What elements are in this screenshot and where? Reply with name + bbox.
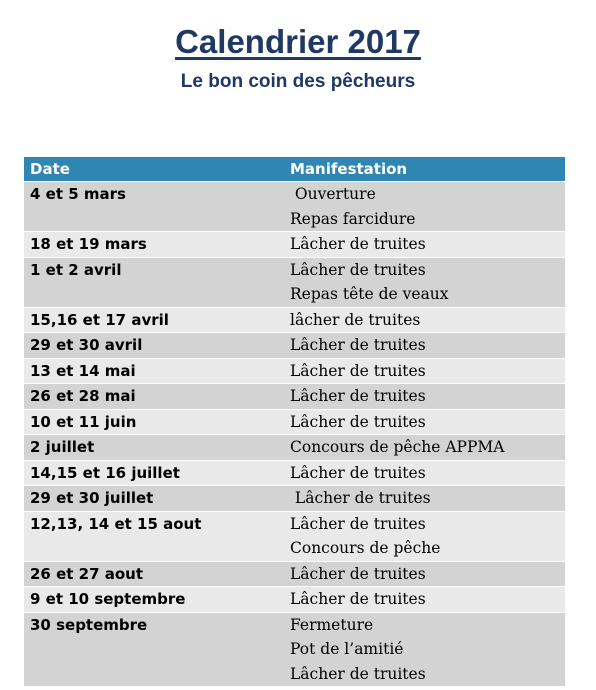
calendar-body [24,182,565,687]
title-text: Calendrier 2017 [175,23,421,60]
manifestation-cell [285,587,565,613]
date-text: 29 et 30 avril [30,336,143,354]
manifestation-cell [285,232,565,258]
manifestation-cell [285,460,565,486]
date-text: 10 et 11 juin [30,412,137,431]
manifestation-text: Pot de l’amitié [290,640,404,658]
date-text: 18 et 19 mars [30,235,147,253]
manifestation-cell [285,435,565,461]
table-row [24,435,565,461]
date-text: 29 et 30 juillet [30,489,154,507]
manifestation-text: Lâcher de truites [290,664,426,683]
page-subtitle: Le bon coin des pêcheurs [180,71,416,92]
table-row [24,232,565,258]
table-row [24,182,565,232]
table-row [24,257,565,307]
table-row [24,612,565,686]
manifestation-cell [285,561,565,587]
manifestation-cell [285,384,565,410]
date-cell [24,486,285,512]
manifestation-text: Lâcher de truites [290,514,426,533]
manifestation-text: Lâcher de truites [290,564,426,583]
manifestation-text: Lâcher de truites [290,387,426,405]
date-cell [24,232,285,258]
date-text: 26 et 28 mai [30,387,136,405]
manifestation-text: Repas farcidure [290,209,416,228]
table-row [24,460,565,486]
column-header-manifestation: Manifestation [285,157,565,182]
date-text: 12,13, 14 et 15 aout [30,514,202,533]
manifestation-text: Lâcher de truites [290,463,426,482]
manifestation-cell [285,257,565,307]
manifestation-cell [285,307,565,333]
manifestation-cell [285,486,565,512]
date-text: 4 et 5 mars [30,185,126,203]
manifestation-text: Concours de pêche APPMA [290,438,505,456]
table-row [24,384,565,410]
date-cell [24,182,285,232]
date-cell [24,561,285,587]
manifestation-cell [285,333,565,359]
table-row [24,333,565,359]
date-cell [24,257,285,307]
table-row [24,511,565,561]
manifestation-text: Lâcher de truites [290,489,431,507]
manifestation-text: Lâcher de truites [290,336,426,354]
manifestation-text: Repas tête de veaux [290,285,449,303]
date-cell [24,333,285,359]
date-text: 1 et 2 avril [30,260,122,279]
manifestation-cell [285,358,565,384]
date-cell [24,460,285,486]
table-row [24,587,565,613]
manifestation-cell [285,511,565,561]
date-cell [24,612,285,686]
manifestation-text: Concours de pêche [290,539,441,557]
table-row [24,307,565,333]
manifestation-cell [285,182,565,232]
date-cell [24,587,285,613]
manifestation-text: Lâcher de truites [290,260,426,279]
column-header-date: Date [24,157,285,182]
date-cell [24,435,285,461]
manifestation-text: Fermeture [290,615,374,634]
manifestation-cell [285,409,565,435]
page-title [0,22,596,62]
calendar-table [24,157,565,686]
date-text: 30 septembre [30,615,148,634]
date-cell [24,384,285,410]
manifestation-text: Lâcher de truites [290,590,426,608]
table-header-row [24,157,565,182]
date-cell [24,409,285,435]
date-text: 9 et 10 septembre [30,590,186,608]
date-cell [24,307,285,333]
date-text: 13 et 14 mai [30,361,136,380]
manifestation-text: Lâcher de truites [290,361,426,380]
table-row [24,358,565,384]
table-row [24,561,565,587]
table-row [24,486,565,512]
date-text: 15,16 et 17 avril [30,310,169,329]
date-text: 14,15 et 16 juillet [30,463,180,482]
manifestation-text: Lâcher de truites [290,235,426,253]
manifestation-text: Lâcher de truites [290,412,426,431]
date-cell [24,358,285,384]
manifestation-text: lâcher de truites [290,310,421,329]
date-text: 2 juillet [30,438,95,456]
table-row [24,409,565,435]
date-text: 26 et 27 aout [30,564,144,583]
manifestation-text: Ouverture [290,185,376,203]
date-cell [24,511,285,561]
manifestation-cell [285,612,565,686]
